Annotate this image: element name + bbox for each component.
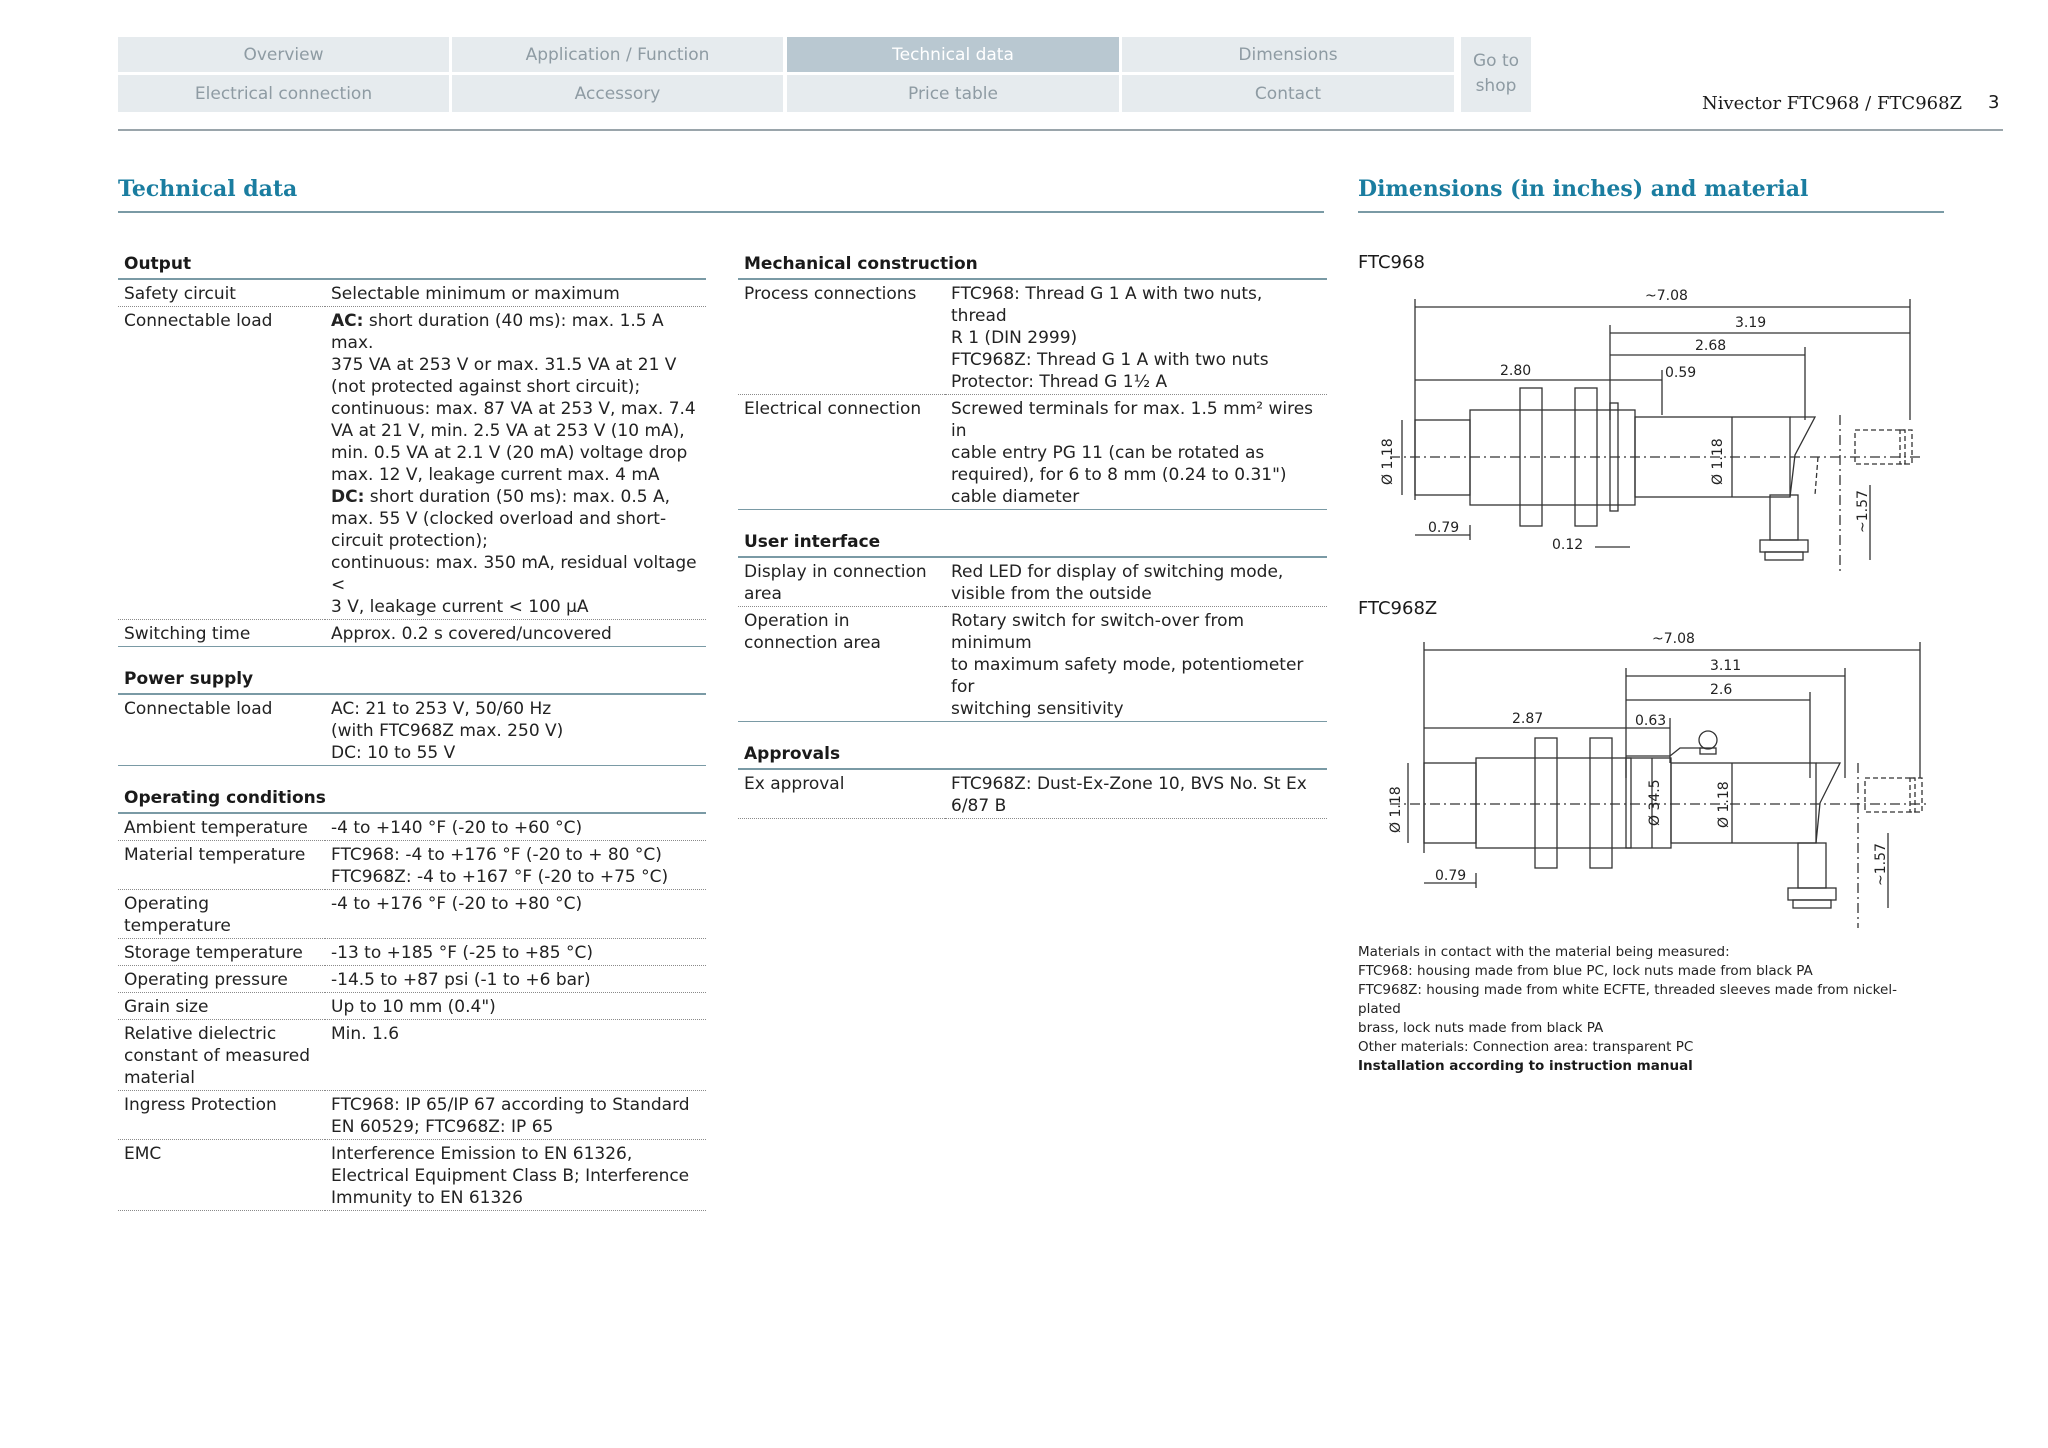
row-value [945, 770, 1327, 819]
dim-079: 0.79 [1428, 520, 1460, 536]
row-label: Safety circuit [118, 280, 325, 307]
materials-line: Other materials: Connection area: transparent PC [1358, 1039, 1694, 1055]
row-label [738, 607, 945, 722]
materials-note [1358, 943, 1938, 1057]
ftc968z-label: FTC968Z [1358, 598, 1438, 619]
label-line: Relative dielectric [124, 1024, 277, 1044]
row-label: Switching time [118, 620, 325, 647]
nav-technical-data[interactable]: Technical data [787, 37, 1119, 72]
dimensions-heading: Dimensions (in inches) and material [1358, 176, 1809, 202]
label-line: EMC [124, 1144, 162, 1164]
value-line: visible from the outside [951, 584, 1152, 604]
label-line: Process connections [744, 284, 917, 304]
nav-application-function[interactable]: Application / Function [452, 37, 783, 72]
power-supply-title: Power supply [118, 667, 706, 695]
table-row [738, 607, 1327, 722]
label-line: Operating pressure [124, 970, 288, 990]
ac-line: max. 12 V, leakage current max. 4 mA [331, 465, 660, 485]
ac-key: AC: [331, 311, 364, 331]
row-label [738, 558, 945, 607]
value-line: Rotary switch for switch-over from minimum [951, 611, 1245, 653]
table-row [118, 1091, 706, 1140]
dim-26: 2.6 [1710, 682, 1733, 698]
ac-line: 375 VA at 253 V or max. 31.5 VA at 21 V [331, 355, 677, 375]
dim-dia-345: Ø 34.5 [1647, 779, 1663, 826]
nav-overview[interactable]: Overview [118, 37, 449, 72]
label-line: Grain size [124, 997, 209, 1017]
table-row [118, 814, 706, 841]
label-line: area [744, 584, 782, 604]
row-label [118, 993, 325, 1020]
installation-note: Installation according to instruction manual [1358, 1058, 1693, 1074]
value-line: FTC968Z: Thread G 1 A with two nuts [951, 350, 1269, 370]
dim-dia-1: Ø 1.18 [1388, 786, 1404, 833]
row-label [738, 770, 945, 819]
row-value: Approx. 0.2 s covered/uncovered [325, 620, 706, 647]
value-line: Up to 10 mm (0.4") [331, 997, 496, 1017]
table-row [118, 1020, 706, 1091]
top-navigation [118, 37, 1531, 112]
value-line: FTC968: -4 to +176 °F (-20 to + 80 °C) [331, 845, 662, 865]
dim-012: 0.12 [1552, 537, 1584, 553]
value-line: switching sensitivity [951, 699, 1124, 719]
dc-line: continuous: max. 350 mA, residual voltage < [331, 553, 697, 595]
label-line: Material temperature [124, 845, 306, 865]
value-line: Immunity to EN 61326 [331, 1188, 523, 1208]
row-label: Connectable load [118, 695, 325, 766]
value-line: FTC968: Thread G 1 A with two nuts, thread [951, 284, 1263, 326]
value-line: EN 60529; FTC968Z: IP 65 [331, 1117, 554, 1137]
materials-line: FTC968: housing made from blue PC, lock nuts made from black PA [1358, 963, 1813, 979]
mechanical-construction-title: Mechanical construction [738, 252, 1327, 280]
nav-dimensions[interactable]: Dimensions [1122, 37, 1454, 72]
technical-data-heading: Technical data [118, 176, 298, 202]
dc-line: short duration (50 ms): max. 0.5 A, [364, 487, 670, 507]
dc-key: DC: [331, 487, 365, 507]
go-to-shop-line-2: shop [1475, 76, 1517, 96]
label-line: Storage temperature [124, 943, 303, 963]
power-supply-group [118, 667, 706, 766]
technical-left-column [118, 252, 706, 1231]
row-value [325, 695, 706, 766]
row-value [325, 993, 706, 1020]
value-line: Interference Emission to EN 61326, [331, 1144, 633, 1164]
row-label [118, 1140, 325, 1211]
output-title: Output [118, 252, 706, 280]
row-value [325, 1020, 706, 1091]
value-line: R 1 (DIN 2999) [951, 328, 1078, 348]
mechanical-construction-rows [738, 280, 1327, 510]
row-value [945, 607, 1327, 722]
table-row [118, 620, 706, 647]
row-label [738, 280, 945, 395]
nav-price-table[interactable]: Price table [787, 75, 1119, 112]
ac-line: min. 0.5 VA at 2.1 V (20 mA) voltage drop [331, 443, 688, 463]
mechanical-construction-group [738, 252, 1327, 510]
materials-line: Materials in contact with the material being measured: [1358, 944, 1730, 960]
approvals-group [738, 742, 1327, 819]
materials-line: FTC968Z: housing made from white ECFTE, threaded sleeves made from nickel-plated [1358, 982, 1897, 1017]
go-to-shop-button[interactable] [1461, 37, 1531, 112]
operating-conditions-group [118, 786, 706, 1211]
dim-079: 0.79 [1435, 868, 1467, 884]
dim-063: 0.63 [1635, 713, 1667, 729]
user-interface-group [738, 530, 1327, 722]
label-line: Operation in [744, 611, 850, 631]
table-row [738, 770, 1327, 819]
technical-right-column [738, 252, 1327, 839]
ac-line: VA at 21 V, min. 2.5 VA at 253 V (10 mA), [331, 421, 685, 441]
row-value [325, 939, 706, 966]
value-line: 6/87 B [951, 796, 1007, 816]
approvals-title: Approvals [738, 742, 1327, 770]
value-line: Electrical Equipment Class B; Interference [331, 1166, 690, 1186]
table-row [118, 280, 706, 307]
ftc968-label: FTC968 [1358, 252, 1425, 273]
user-interface-rows [738, 558, 1327, 722]
ac-line: continuous: max. 87 VA at 253 V, max. 7.4 [331, 399, 696, 419]
row-label [118, 841, 325, 890]
row-value [325, 890, 706, 939]
row-label [118, 966, 325, 993]
table-row [118, 1140, 706, 1211]
value-line: Red LED for display of switching mode, [951, 562, 1284, 582]
ftc968z-dimension-drawing [1370, 628, 1930, 928]
row-label [118, 1020, 325, 1091]
value-line: FTC968Z: -4 to +167 °F (-20 to +75 °C) [331, 867, 669, 887]
dim-287: 2.87 [1512, 711, 1544, 727]
row-label [738, 395, 945, 510]
technical-data-rule [118, 211, 1324, 213]
row-value [945, 280, 1327, 395]
nav-contact[interactable]: Contact [1122, 75, 1454, 112]
ac-line: short duration (40 ms): max. 1.5 A max. [331, 311, 664, 353]
value-line: Protector: Thread G 1½ A [951, 372, 1168, 392]
row-value [325, 841, 706, 890]
value-line: cable entry PG 11 (can be rotated as [951, 443, 1265, 463]
label-line: Operating [124, 894, 209, 914]
approvals-rows [738, 770, 1327, 819]
row-label [118, 1091, 325, 1140]
label-line: Display in connection [744, 562, 927, 582]
go-to-shop-line-1: Go to [1472, 51, 1520, 71]
dim-268: 2.68 [1695, 338, 1727, 354]
dim-311: 3.11 [1710, 658, 1742, 674]
table-row [118, 307, 706, 620]
nav-accessory[interactable]: Accessory [452, 75, 783, 112]
value-line: FTC968: IP 65/IP 67 according to Standard [331, 1095, 690, 1115]
value-line: cable diameter [951, 487, 1080, 507]
row-value [325, 1091, 706, 1140]
dim-280: 2.80 [1500, 363, 1532, 379]
value-line: DC: 10 to 55 V [331, 743, 456, 763]
dim-dia-2: Ø 1.18 [1710, 438, 1726, 485]
value-line: -4 to +140 °F (-20 to +60 °C) [331, 818, 583, 838]
label-line: constant of measured [124, 1046, 311, 1066]
label-line: connection area [744, 633, 881, 653]
value-line: -14.5 to +87 psi (-1 to +6 bar) [331, 970, 591, 990]
row-value [945, 395, 1327, 510]
ac-line: (not protected against short circuit); [331, 377, 641, 397]
value-line: FTC968Z: Dust-Ex-Zone 10, BVS No. St Ex [951, 774, 1307, 794]
page-number: 3 [1988, 92, 2000, 113]
dim-dia-2: Ø 1.18 [1716, 781, 1732, 828]
label-line: Ex approval [744, 774, 845, 794]
dimensions-rule [1358, 211, 1944, 213]
table-row [118, 695, 706, 766]
operating-conditions-rows [118, 814, 706, 1211]
dim-157: ~1.57 [1873, 843, 1889, 886]
value-line: -4 to +176 °F (-20 to +80 °C) [331, 894, 583, 914]
row-label [118, 939, 325, 966]
label-line: temperature [124, 916, 231, 936]
row-value [325, 814, 706, 841]
value-line: (with FTC968Z max. 250 V) [331, 721, 564, 741]
row-value: Selectable minimum or maximum [325, 280, 706, 307]
dim-157: ~1.57 [1855, 490, 1871, 533]
materials-line: brass, lock nuts made from black PA [1358, 1020, 1604, 1036]
table-row [738, 558, 1327, 607]
table-row [118, 993, 706, 1020]
dc-line: max. 55 V (clocked overload and short- [331, 509, 667, 529]
operating-conditions-title: Operating conditions [118, 786, 706, 814]
label-line: Ingress Protection [124, 1095, 277, 1115]
table-row [118, 890, 706, 939]
row-value [945, 558, 1327, 607]
table-row [118, 939, 706, 966]
user-interface-title: User interface [738, 530, 1327, 558]
table-row [738, 395, 1327, 510]
dc-line: circuit protection); [331, 531, 488, 551]
row-value [325, 1140, 706, 1211]
dim-059: 0.59 [1665, 365, 1697, 381]
output-group [118, 252, 706, 647]
value-line: Min. 1.6 [331, 1024, 400, 1044]
value-line: to maximum safety mode, potentiometer for [951, 655, 1304, 697]
table-row [738, 280, 1327, 395]
value-line: AC: 21 to 253 V, 50/60 Hz [331, 699, 552, 719]
table-row [118, 966, 706, 993]
document-title: Nivector FTC968 / FTC968Z [1702, 93, 1963, 114]
dim-319: 3.19 [1735, 315, 1767, 331]
value-line: required), for 6 to 8 mm (0.24 to 0.31") [951, 465, 1287, 485]
dim-total: ~7.08 [1645, 288, 1688, 304]
dim-dia-1: Ø 1.18 [1380, 438, 1396, 485]
header-divider [118, 129, 2003, 131]
dim-total: ~7.08 [1652, 631, 1695, 647]
row-value [325, 966, 706, 993]
row-value [325, 307, 706, 620]
label-line: material [124, 1068, 195, 1088]
label-line: Ambient temperature [124, 818, 308, 838]
ftc968-dimension-drawing [1370, 285, 1930, 575]
row-label [118, 814, 325, 841]
dc-line: 3 V, leakage current < 100 µA [331, 597, 589, 617]
row-label [118, 890, 325, 939]
table-row [118, 841, 706, 890]
value-line: Screwed terminals for max. 1.5 mm² wires in [951, 399, 1314, 441]
row-label: Connectable load [118, 307, 325, 620]
value-line: -13 to +185 °F (-25 to +85 °C) [331, 943, 593, 963]
label-line: Electrical connection [744, 399, 922, 419]
nav-electrical-connection[interactable]: Electrical connection [118, 75, 449, 112]
